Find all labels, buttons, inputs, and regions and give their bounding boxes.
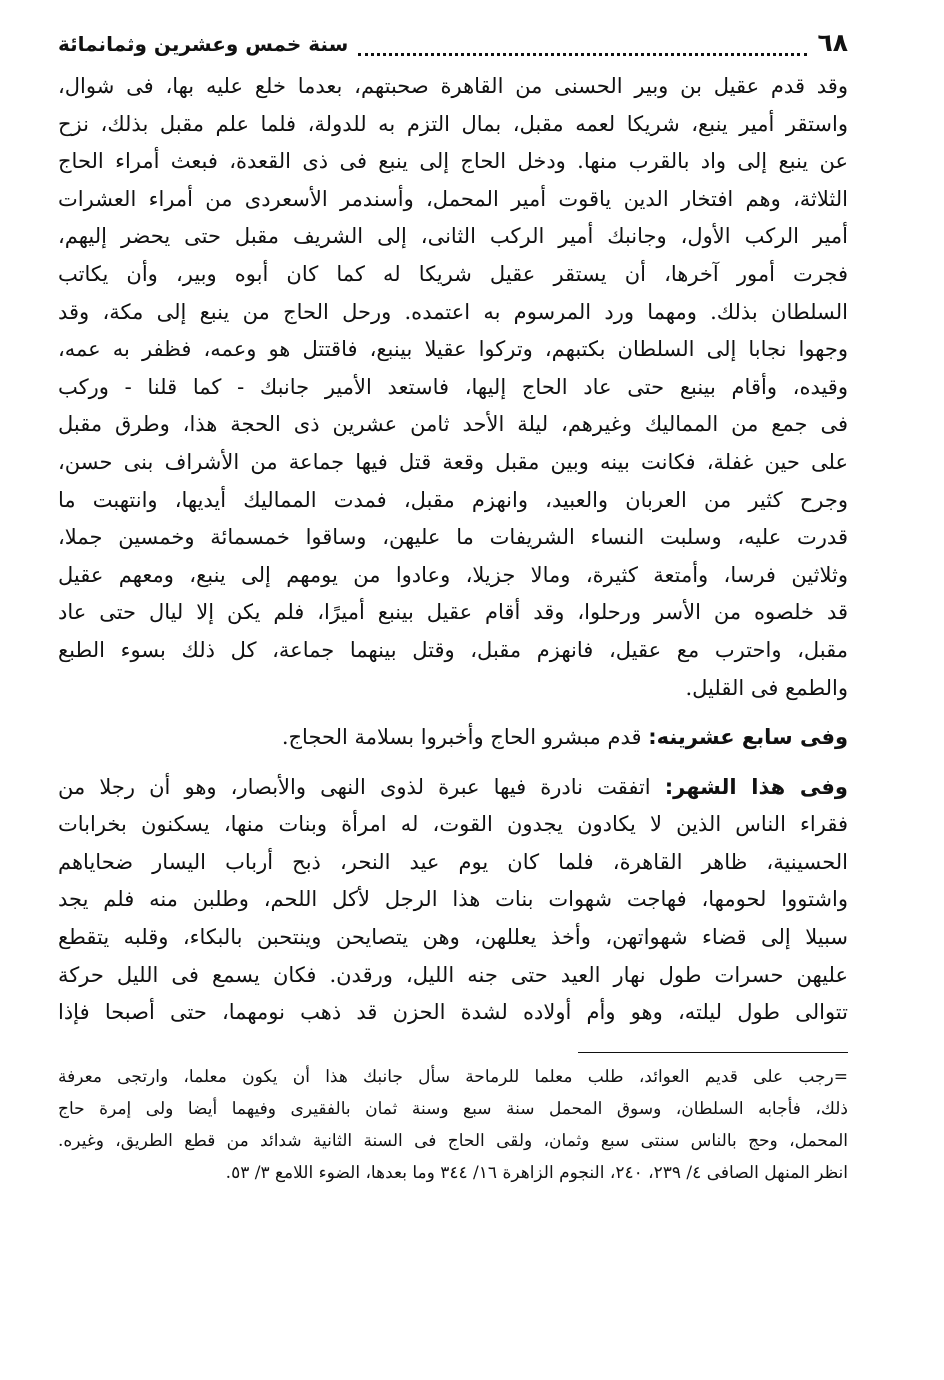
text-line: قدرت عليه، وسلبت النساء الشريفات ما عليهن، وساقوا خمسمائة وخمسين جملا، xyxy=(58,525,848,550)
text-line: عن ينبع إلى واد بالقرب منها. ودخل الحاج إلى ينبع فى ذى القعدة، فبعث أمراء الحاج xyxy=(58,149,848,174)
text-line xyxy=(58,719,848,757)
paragraph-text: اتفقت نادرة فيها عبرة لذوى النهى والأبصار، وهو أن رجلا من xyxy=(58,774,665,799)
text-line: والطمع فى القليل. xyxy=(685,675,848,700)
header-dot-leader xyxy=(358,53,807,56)
footnote-line: ذلك، فأجابه السلطان، وسوق المحمل سنة سبع وسنة ثمان بالفقيرى وفيهما أيضا ولى إمرة حاج xyxy=(58,1098,848,1119)
text-line: وقد قدم عقيل بن وبير الحسنى من القاهرة صحبتهم، بعدما خلع عليه بها، فى شوال، xyxy=(58,74,848,98)
text-line: أمير الركب الأول، وجانبك أمير الركب الثانى، إلى الشريف مقبل حتى يحضر إليهم، xyxy=(58,224,848,249)
text-line: مقبل، واحترب مع عقيل، فانهزم مقبل، وقتل بينهما جماعة، كل ذلك بسوء الطبع xyxy=(58,637,848,662)
text-line: وثلاثين فرسا، وأمتعة كثيرة، ومالا جزيلا، وعادوا من يومهم إلى ينبع، ومعهم عقيل xyxy=(58,562,848,587)
text-line xyxy=(58,769,848,807)
text-line: فى جمع من المماليك وغيرهم، ليلة الأحد ثامن عشرين ذى الحجة هذا، وطرق مقبل xyxy=(58,412,848,437)
text-line: سبيلا إلى قضاء شهواتهن، وأخذ يعللهن، وهن يتصايحن وينتحبن بالبكاء، وقلبه يتقطع xyxy=(58,925,848,950)
text-line: قد خلصوه من الأسر ورحلوا، وقد أقام عقيل بينبع أميرًا، فلم يكن إلا ليال حتى عاد xyxy=(58,600,848,625)
paragraph-3 xyxy=(58,769,848,1032)
paragraph-1 xyxy=(58,68,848,707)
text-line: عليهن حسرات طول نهار العيد حتى جنه الليل، ورقدن. فكان يسمع فى الليل حركة xyxy=(58,962,848,987)
text-line: وقيده، وأقام بينبع حتى عاد الحاج إليها، فاستعد الأمير جانبك - كما قلنا - وركب xyxy=(58,374,848,399)
text-line: فجرت أمور آخرها، أن يستقر عقيل شريكا له كما كان أبوه وبير، وأن يكاتب xyxy=(58,261,848,286)
text-line: فقراء الناس الذين لا يكادون يجدون القوت، له امرأة وبنات منها، يسكنون بخرابات xyxy=(58,812,848,837)
text-line: واستقر أمير ينبع، شريكا لعمه مقبل، بمال التزم به للدولة، فلما علم مقبل بذلك، نزح xyxy=(58,111,848,136)
footnote-line: =رجب على قديم العوائد، طلب معلما للرماحة سأل جانبك هذا أن يكون معلما، وارتجى معرفة xyxy=(58,1066,848,1087)
text-line: الحسينية، ظاهر القاهرة، فلما كان يوم عيد النحر، ذبح أرباب اليسار ضحاياهم xyxy=(58,849,848,874)
text-line: وجهوا نجابا إلى السلطان بكتبهم، وتركوا عقيلا بينبع، فاقتتل هو وعمه، فظفر به عمه، xyxy=(58,337,848,362)
paragraph-gap xyxy=(58,707,848,719)
footnote-separator xyxy=(578,1052,848,1053)
running-title: سنة خمس وعشرين وثمانمائة xyxy=(58,32,349,56)
text-line: تتوالى طول ليلته، وهو وأم أولاده لشدة الحزن قد ذهب نومهما، حتى أصبحا فإذا xyxy=(58,1000,848,1025)
paragraph-lead: وفى سابع عشرينه: xyxy=(648,725,848,750)
paragraph-lead: وفى هذا الشهر: xyxy=(664,774,848,799)
paragraph-text: قدم مبشرو الحاج وأخبروا بسلامة الحجاج. xyxy=(281,725,649,750)
footnote-line: انظر المنهل الصافى ٤/ ٢٣٩، ٢٤٠، النجوم الزاهرة ١٦/ ٣٤٤ وما بعدها، الضوء اللامع ٣/ ٥٣. xyxy=(225,1162,848,1183)
footnote-line: المحمل، وحج بالناس سنتى سبع وثمان، ولقى الحاج فى السنة الثانية شدائد من قطع الطريق، وغيره. xyxy=(58,1130,848,1151)
book-page xyxy=(58,28,848,1358)
paragraph-gap xyxy=(58,757,848,769)
text-line: السلطان بذلك. ومهما ورد المرسوم به اعتمده. ورحل الحاج من ينبع إلى مكة، وقد xyxy=(58,299,848,324)
text-line: على حين غفلة، فكانت بينه وبين مقبل وقعة قتل فيها جماعة من الأشراف بنى حسن، xyxy=(58,449,848,474)
footnote xyxy=(58,1061,848,1189)
text-line: الثلاثة، وهم افتخار الدين ياقوت أمير المحمل، وأسندمر الأسعردى من أمراء العشرات xyxy=(58,186,848,211)
text-line: وجرح كثير من العربان والعبيد، وانهزم مقبل، فمدت المماليك أيديها، وانتهبت ما xyxy=(58,487,848,512)
paragraph-2 xyxy=(58,719,848,757)
page-header xyxy=(58,28,848,68)
text-line: واشتووا لحومها، فهاجت شهوات بنات هذا الرجل لأكل اللحم، وطلبن منه فلم يجد xyxy=(58,887,848,912)
page-number: ٦٨ xyxy=(817,28,848,57)
